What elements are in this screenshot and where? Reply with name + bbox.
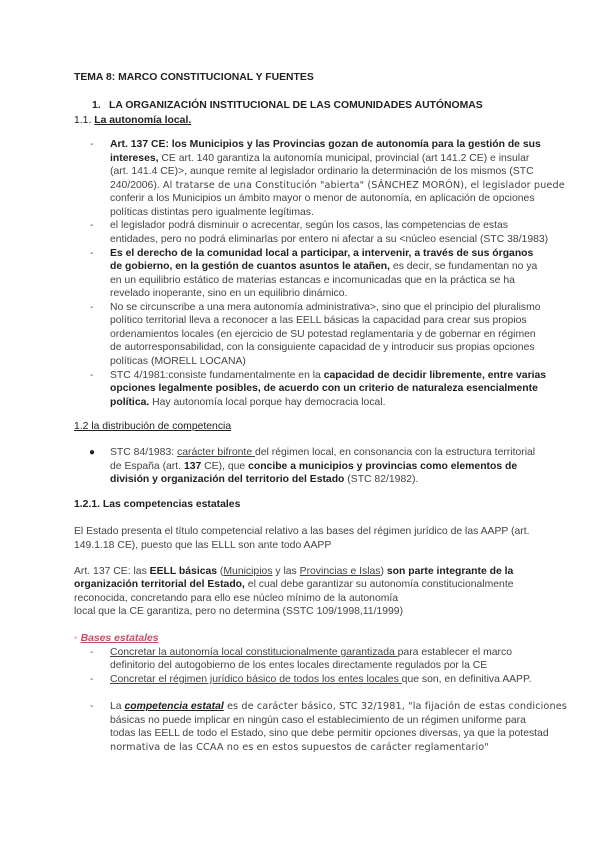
subsection-number: 1.1. xyxy=(74,115,92,126)
dash-marker: - xyxy=(90,647,94,658)
stc-84-que: CE), que xyxy=(201,461,249,472)
bifronte-term: carácter bifronte xyxy=(177,447,255,458)
p2-garantizar: el cual debe garantizar su autonomía constitucionalmente xyxy=(244,579,514,590)
bases-item-1-underlined: Concretar la autonomía local constitucionalmente garantizada xyxy=(110,647,398,658)
paragraph-1-line-1: El Estado presenta el título competencial relativo a las bases del régimen jurídico de las AAPP (art. xyxy=(74,526,530,537)
paragraph-2-line-1 xyxy=(74,565,513,579)
dash-marker: - xyxy=(90,701,94,712)
item-a-line-6: políticas distintas pero igualmente legítimas. xyxy=(110,207,314,218)
item-c-line-4: revelado inoperante, sino en un equilibrio dinámico. xyxy=(110,288,348,299)
item-e-line-2: opciones legalmente posibles, de acuerdo con un criterio de naturaleza esencialmente xyxy=(110,383,538,394)
subsection-title: La autonomía local. xyxy=(94,115,192,126)
stc-84-line-3 xyxy=(110,473,418,487)
dash-marker: - xyxy=(90,139,94,150)
item-c-line-1: Es el derecho de la comunidad local a participar, a intervenir, a través de sus órganos xyxy=(110,248,534,259)
bases-item-3-text: es de carácter básico, STC 32/1981, "la fijación de estas condiciones xyxy=(223,701,567,712)
p2-y-las: y las xyxy=(272,566,300,577)
paragraph-1-line-2: 149.1.18 CE), puesto que las ELLL son ante todo AAPP xyxy=(74,540,332,551)
stc-84-art: de España (art. xyxy=(110,461,184,472)
item-d-line-2: político territorial lleva a reconocer a las EELL básicas la capacidad para crear sus propios xyxy=(110,315,527,326)
stc-84-line-1 xyxy=(110,446,535,460)
dash-marker: - xyxy=(90,674,94,685)
bases-item-1-line-2: definitorio del autogobierno de los entes locales directamente regulados por la CE xyxy=(110,660,488,671)
item-c-line-2 xyxy=(110,260,537,274)
document-title: TEMA 8: MARCO CONSTITUCIONAL Y FUENTES xyxy=(74,72,314,83)
stc-84-line-2 xyxy=(110,460,517,474)
bases-item-2 xyxy=(110,673,531,687)
item-b-line-2: entidades, pero no podrá eliminarlas por entero ni afectar a su <núcleo esencial (STC 38/1983) xyxy=(110,234,549,245)
subsection-heading xyxy=(74,114,191,128)
paragraph-2-line-2 xyxy=(74,578,514,592)
p2-municipios: Municipios xyxy=(223,566,273,577)
item-c-line-3: en un equilibrio estático de materias estancas e incomunicadas que en la práctica se ha xyxy=(110,275,515,286)
p2-paren-close: ) xyxy=(380,566,387,577)
stc-84-concibe: concibe a municipios y provincias como elementos de xyxy=(248,461,518,472)
stc-84-text: del régimen local, en consonancia con la estructura territorial xyxy=(254,447,536,458)
bases-heading xyxy=(74,632,159,646)
item-a-line-4 xyxy=(110,179,565,193)
bases-title: Bases estatales xyxy=(80,633,159,644)
section-number: 1. xyxy=(92,100,101,111)
bullet-marker: ● xyxy=(89,447,96,458)
stc-84-division: división y organización del territorio del Estado xyxy=(110,474,345,485)
bases-item-2-text: que son, en definitiva AAPP. xyxy=(401,674,532,685)
item-b-line-1: el legislador podrá disminuir o acrecentar, según los casos, las competencias de estas xyxy=(110,220,508,231)
bases-item-1-text: para establecer el marco xyxy=(397,647,512,658)
item-d-line-1: No se circunscribe a una mera autonomía administrativa>, sino que el principio del pluralismo xyxy=(110,302,541,313)
bases-item-3-line-3: todas las EELL de todo el Estado, sino que debe permitir opciones diversas, ya que la potestad xyxy=(110,728,549,739)
item-a-line-3: (art. 141.4 CE)>, aunque remite al legislador ordinario la determinación de los mismos (STC xyxy=(110,166,534,177)
p2-paren-open: ( xyxy=(217,566,224,577)
item-a-ref: 240/2006). xyxy=(110,180,160,191)
bases-item-3-line-4: normativa de las CCAA no es en estos supuestos de carácter reglamentario" xyxy=(110,742,489,753)
p2-art: Art. 137 CE: las xyxy=(74,566,150,577)
item-e-text-end: Hay autonomía local porque hay democracia local. xyxy=(149,397,386,408)
item-e-text: STC 4/1981:consiste fundamentalmente en la xyxy=(110,370,324,381)
bases-item-1-line-1 xyxy=(110,646,512,660)
section-heading: LA ORGANIZACIÓN INSTITUCIONAL DE LAS COMUNIDADES AUTÓNOMAS xyxy=(109,100,483,111)
item-e-bold-end: política. xyxy=(110,397,150,408)
p2-eell: EELL básicas xyxy=(149,566,218,577)
item-d-line-5: políticas (MORELL LOCANA) xyxy=(110,356,246,367)
dash-marker: - xyxy=(90,370,94,381)
item-e-line-3 xyxy=(110,396,386,410)
item-a-bold: intereses, xyxy=(110,153,159,164)
competencia-estatal-term: competencia estatal xyxy=(124,701,224,712)
p2-organizacion: organización territorial del Estado, xyxy=(74,579,245,590)
stc-84-ref: STC 84/1983: xyxy=(110,447,178,458)
item-a-line-2 xyxy=(110,152,529,166)
dash-marker: - xyxy=(90,302,94,313)
bases-item-3-line-2: básicas no puede implicar en ningún caso el establecimiento de un régimen uniforme para xyxy=(110,715,526,726)
stc-84-ref-2: (STC 82/1982). xyxy=(344,474,419,485)
item-a-text: CE art. 140 garantiza la autonomía municipal, provincial (art 141.2 CE) e insular xyxy=(158,153,530,164)
item-d-line-4: de autorresponsabilidad, con la consiguiente capacidad de y introducir sus propias opciones xyxy=(110,342,535,353)
item-a-line-5: conferir a los Municipios un ámbito mayor o menor de autonomía, en aplicación de opciones xyxy=(110,193,535,204)
section-1-2-title: 1.2 la distribución de competencia xyxy=(74,421,232,432)
p2-parte: son parte integrante de la xyxy=(386,566,514,577)
item-c-bold: de gobierno, en la gestión de cuantos asuntos le atañen, xyxy=(110,261,391,272)
section-1-2-1-title: 1.2.1. Las competencias estatales xyxy=(74,499,241,510)
item-a-quote: Al tratarse de una Constitución "abierta" (SÁNCHEZ MORÓN), el legislador puede xyxy=(159,180,565,191)
dash-marker: - xyxy=(90,220,94,231)
paragraph-2-line-3: reconocida, concretando para ello ese núcleo mínimo de la autonomía xyxy=(74,593,399,604)
p2-provincias: Provincias e Islas xyxy=(299,566,381,577)
item-c-text: es decir, se fundamentan no ya xyxy=(390,261,538,272)
paragraph-2-line-4: local que la CE garantiza, pero no determina (SSTC 109/1998,11/1999) xyxy=(74,606,404,617)
bases-item-3-la: La xyxy=(110,701,125,712)
item-d-line-3: ordenamientos locales (en ejercicio de SU potestad reglamentaria y de gobernar en régimen xyxy=(110,329,536,340)
bases-item-2-underlined: Concretar el régimen jurídico básico de todos los entes locales xyxy=(110,674,402,685)
stc-84-art-num: 137 xyxy=(183,461,202,472)
item-e-bold: capacidad de decidir libremente, entre varias xyxy=(323,370,547,381)
bases-item-3-line-1 xyxy=(110,700,567,714)
item-e-line-1 xyxy=(110,369,546,383)
item-a-line-1: Art. 137 CE: los Municipios y las Provincias gozan de autonomía para la gestión de sus xyxy=(110,139,541,150)
dash-marker: - xyxy=(90,248,94,259)
bases-marker: ◦ xyxy=(74,633,78,644)
